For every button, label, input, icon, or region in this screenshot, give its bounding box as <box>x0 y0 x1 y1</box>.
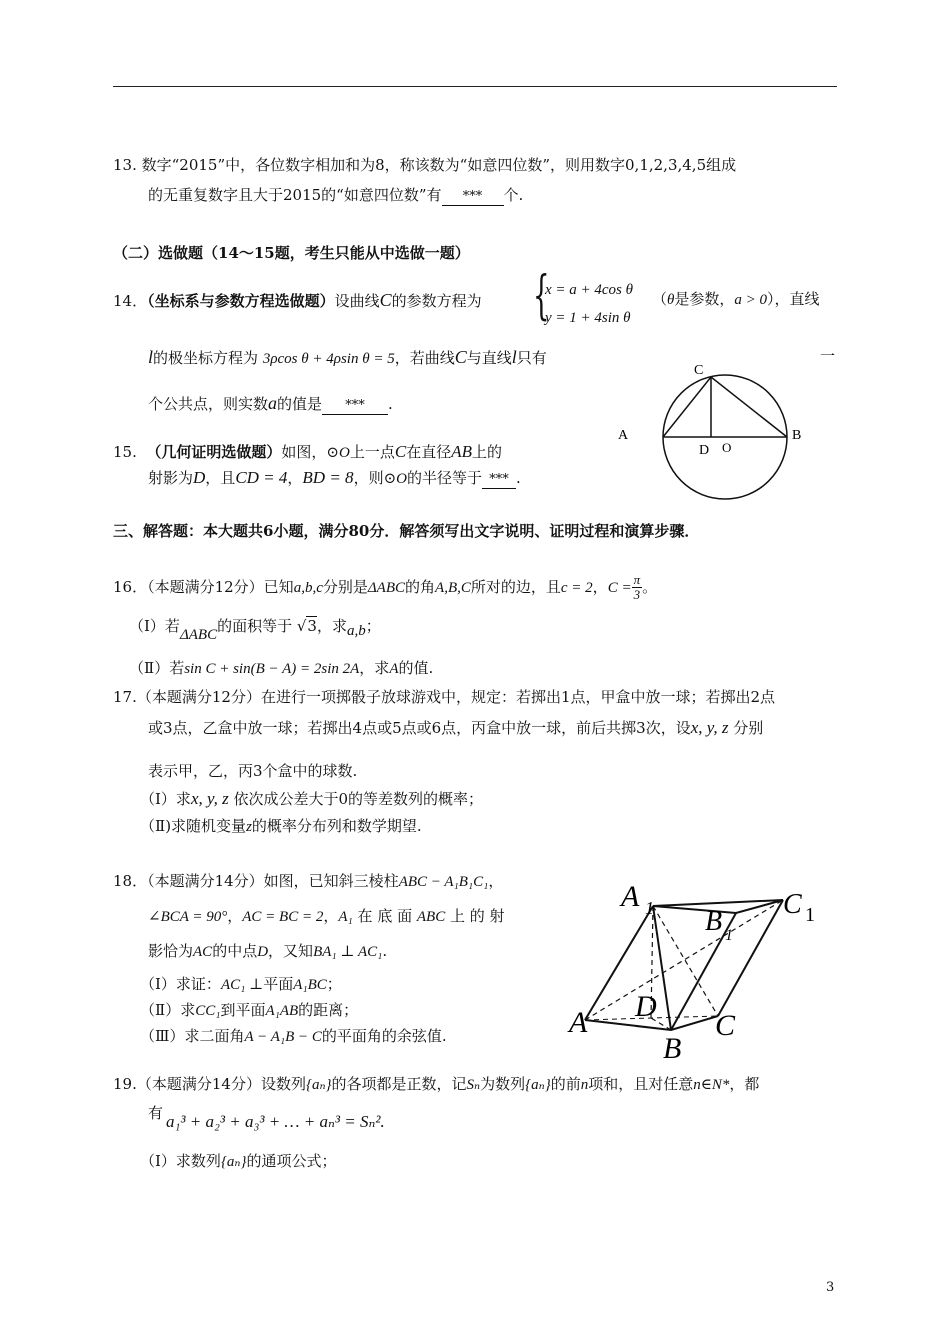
q16-part1: （Ⅰ）若ΔABC的面积等于 √3，求a,b； <box>129 617 381 643</box>
q16-part2: （Ⅱ）若sin C + sin(B − A) = 2sin 2A，求A的值. <box>129 659 434 677</box>
q13-line2: 的无重复数字且大于2015的“如意四位数”有 *** 个. <box>148 186 524 204</box>
label-o: O <box>722 440 732 455</box>
q14-brace: { <box>533 266 550 326</box>
label-c: C <box>694 363 704 378</box>
label-d: D <box>699 443 710 458</box>
section2-title: （二）选做题（14～15题，考生只能从中选做一题） <box>113 244 470 262</box>
q17-line2: 或3点，乙盒中放一球；若掷出4点或5点或6点，丙盒中放一球，前后共掷3次，设x, y, z 分别 <box>148 718 764 737</box>
q18-line1: 18．（本题满分14分）如图，已知斜三棱柱ABC − A₁B₁C₁， <box>113 872 504 890</box>
q18-line2: ∠BCA = 90°，AC = BC = 2，A₁ 在 底 面 ABC 上 的 射 <box>148 907 505 925</box>
q13-answer-blank: *** <box>442 189 504 206</box>
q14-line1-left: 14．（坐标系与参数方程选做题）设曲线C的参数方程为 <box>113 290 482 310</box>
q18-line3: 影恰为AC的中点D，又知BA₁ ⊥ AC₁. <box>148 942 388 960</box>
edge-cc1 <box>718 900 783 1016</box>
q14-answer-blank: *** <box>322 398 388 415</box>
q17-line1: 17.（本题满分12分）在进行一项掷骰子放球游戏中，规定：若掷出1点，甲盒中放一球；若掷出2点 <box>113 688 776 706</box>
q19-line1: 19.（本题满分14分）设数列{aₙ}的各项都是正数，记Sₙ为数列{aₙ}的前n项和，且对任意n∈N*，都 <box>113 1075 760 1093</box>
q15-circle-figure <box>610 355 825 505</box>
label-c1: C <box>783 889 802 920</box>
q14-line2-tail: 一 <box>820 347 836 365</box>
q14-line2: l的极坐标方程为 3ρcos θ + 4ρsin θ = 5，若曲线C与直线l只有 <box>148 347 547 367</box>
q18-prism-figure <box>565 878 835 1063</box>
label-a: A <box>618 428 629 443</box>
q16-line1: 16．（本题满分12分）已知a,b,c分别是ΔABC的角A,B,C所对的边，且c = 2，C = $\frac{\pi}{3}$ 。 <box>113 572 658 603</box>
page-number: 3 <box>826 1280 835 1295</box>
q19-line2: 有 <box>148 1104 164 1122</box>
label-c: C <box>715 1009 736 1042</box>
label-b1-sub: 1 <box>725 927 733 944</box>
segment-ac1 <box>585 900 783 1020</box>
label-d: D <box>635 990 657 1023</box>
label-b1: B <box>705 906 723 937</box>
q14-line1-right: （θ是参数，a > 0），直线 <box>652 290 820 308</box>
header-rule <box>113 86 837 87</box>
q15-line2: 射影为D，且CD = 4，BD = 8，则⊙O的半径等于 *** . <box>148 468 521 487</box>
q18-part3: （Ⅲ）求二面角A − A₁B − C的平面角的余弦值. <box>140 1027 447 1045</box>
q14-line3: 个公共点，则实数a的值是 *** . <box>148 393 393 413</box>
q14-eq-x: x = a + 4cos θ <box>545 282 634 298</box>
label-a1-sub: 1 <box>645 898 654 918</box>
q17-line3: 表示甲，乙，丙3个盒中的球数. <box>148 762 358 780</box>
label-a: A <box>569 1006 588 1039</box>
pi-over-3: $\frac{\pi}{3}$ <box>633 572 641 603</box>
q13-line1: 13. 数字“2015”中，各位数字相加和为8，称该数为“如意四位数”，则用数字0,1,2,3,4,5组成 <box>113 156 737 174</box>
q18-part2: （Ⅱ）求CC₁到平面A₁AB的距离； <box>140 1001 359 1019</box>
q14-eq-y: y = 1 + 4sin θ <box>545 310 631 326</box>
label-c1-sub: 1 <box>805 904 815 926</box>
label-b: B <box>663 1032 682 1063</box>
q17-part2: （Ⅱ)求随机变量z的概率分布列和数学期望. <box>140 817 422 835</box>
q19-part1: （Ⅰ）求数列{aₙ}的通项公式； <box>140 1152 337 1170</box>
q19-sum-equation: a₁³ + a₂³ + a₃³ + … + aₙ³ = Sₙ². <box>166 1112 385 1131</box>
q17-part1: （Ⅰ）求x, y, z 依次成公差大于0的等差数列的概率； <box>140 789 484 808</box>
q15-answer-blank: *** <box>482 472 516 489</box>
q15-line1: 15. （几何证明选做题）如图，⊙O上一点C在直径AB上的 <box>113 442 503 461</box>
chord-cb <box>711 377 787 437</box>
label-a1: A <box>621 880 640 913</box>
q18-part1: （Ⅰ）求证：AC₁ ⊥平面A₁BC； <box>140 975 342 993</box>
label-b: B <box>792 428 802 443</box>
section3-title: 三、解答题：本大题共6小题，满分80分．解答须写出文字说明、证明过程和演算步骤． <box>113 522 700 540</box>
